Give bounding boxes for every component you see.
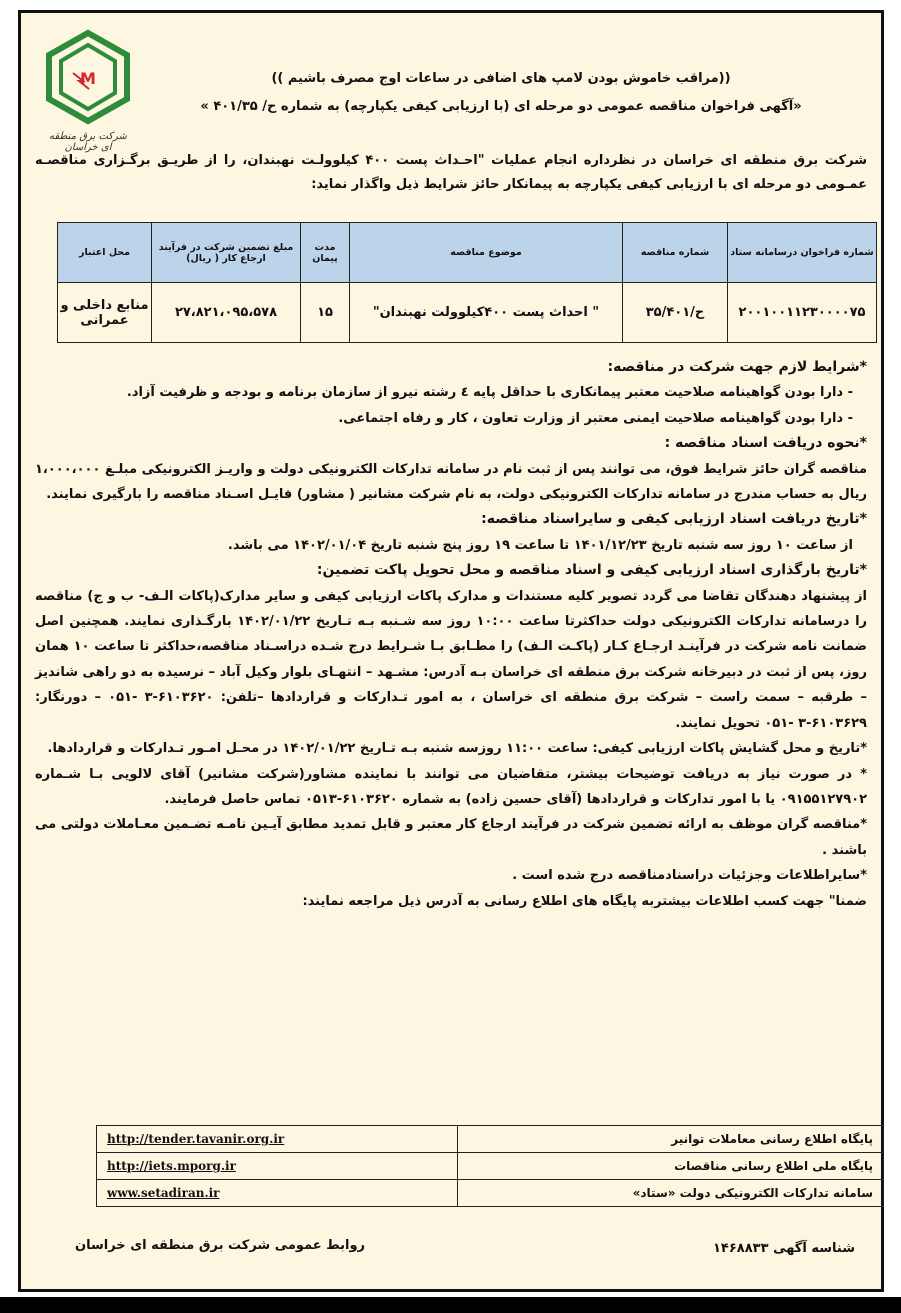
table-header-row bbox=[58, 223, 877, 283]
public-relations-signature: روابط عمومی شرکت برق منطقه ای خراسان bbox=[75, 1238, 366, 1253]
upload-text: از پیشنهاد دهندگان تقاضا می گردد تصویر کلیه مستندات و مدارک پاکات ارزیابی کیفی و سایر مدارک(پاکات الـف- ب و ج) مناقصه را درسامانه تدارکات الکترونیکی دولت حداکثرتا ساعت ۱۰:۰۰ روز سه شـنبه بـه تـاریخ ۱۴۰۲/۰۱/۲۲ بارگـذاری نمایند. همچنین اصل ضمانت نامه شرکت در فرآینـد ارجـاع کـار (پاکـت الـف) را مطـابق بـا شـرایط درج شـده دراسـناد مناقصه،حداکثر تا ساعت ۱۰ همان روز، پس از ثبت در دبیرخانه شرکت برق منطقه ای خراسان بـه آدرس: مشـهد – انتهـای بلوار وکیل آباد – نرسیده به دو راهی شاندیز – طرقبه – سمت راست – شرکت برق منطقه ای خراسان ، به امور تـدارکات و قراردادها –تلفن: ۶۱۰۳۶۲۰-۳ -۰۵۱ – دورنگار: ۶۱۰۳۶۲۹-۳ -۰۵۱ تحویل نمایند. bbox=[35, 588, 868, 731]
th-subject: موضوع مناقصه bbox=[350, 223, 623, 283]
bottom-divider bbox=[0, 1297, 901, 1313]
tavanir-link[interactable]: http://tender.tavanir.org.ir bbox=[97, 1126, 458, 1153]
intro-paragraph: شرکت برق منطقه ای خراسان در نظرداره انجام عملیات "احـداث پست ۴۰۰ کیلوولـت نهبندان، را از طریـق برگـزاری مناقصـه عمـومی دو مرحله ای با ارزیابی کیفی یکپارچه به پیمانکار حائز شرایط ذیل واگذار نماید: bbox=[35, 153, 867, 192]
cell-duration: ۱۵ bbox=[301, 283, 350, 343]
cell-budget-source: منابع داخلی و عمرانی bbox=[58, 283, 152, 343]
setad-link[interactable]: www.setadiran.ir bbox=[97, 1180, 458, 1207]
links-table bbox=[96, 1125, 884, 1207]
iets-link[interactable]: http://iets.mporg.ir bbox=[97, 1153, 458, 1180]
header-line-1: ((مراقب خاموش بودن لامپ های اضافی در ساعات اوج مصرف باشیم )) bbox=[271, 71, 731, 86]
cell-subject: " احداث پست ۴۰۰کیلوولت نهبندان" bbox=[350, 283, 623, 343]
tender-table bbox=[57, 222, 877, 343]
opening-text: *تاریخ و محل گشایش پاکات ارزیابی کیفی: ساعت ۱۱:۰۰ روزسه شنبه بـه تـاریخ ۱۴۰۲/۰۱/۲۲ در محـل امـور تـدارکات و قراردادها. bbox=[47, 741, 867, 757]
upload-heading: *تاریخ بارگذاری اسناد ارزیابی کیفی و اسناد مناقصه و محل تحویل پاکت تضمین: bbox=[316, 562, 867, 579]
table-row bbox=[97, 1153, 884, 1180]
link-label: پایگاه اطلاع رسانی معاملات توانیر bbox=[458, 1126, 884, 1153]
cell-guarantee: ۲۷،۸۲۱،۰۹۵،۵۷۸ bbox=[152, 283, 301, 343]
guarantee-text: *مناقصه گران موظف به ارائه تضمین شرکت در فرآیند ارجاع کار معتبر و قابل تمدید مطابق آیـین نامـه تضـمین معـاملات دولتی می باشند . bbox=[35, 817, 867, 858]
ad-identifier: شناسه آگهی ۱۴۶۸۸۳۳ bbox=[713, 1241, 855, 1256]
contact-text: * در صورت نیاز به دریافت توضیحات بیشتر، متقاضیان می توانند با نماینده مشاور(شرکت مشانیر) آقای لالویی بـا شـماره ۰۹۱۵۵۱۲۷۹۰۲ یا با امور تدارکات و قراردادها (آقای حسین زاده) به شماره ۶۱۰۳۶۲۰-۰۵۱۳ تماس حاصل فرمایند. bbox=[35, 766, 867, 807]
svg-text:M: M bbox=[80, 69, 96, 88]
th-budget-source: محل اعتبار bbox=[58, 223, 152, 283]
announcement-page bbox=[18, 10, 884, 1292]
conditions-heading: *شرایط لازم جهت شرکت در مناقصه: bbox=[607, 359, 867, 375]
cell-call-number: ۲۰۰۱۰۰۱۱۲۳۰۰۰۰۷۵ bbox=[728, 283, 877, 343]
link-label: سامانه تدارکات الکترونیکی دولت «ستاد» bbox=[458, 1180, 884, 1207]
th-duration: مدت پیمان bbox=[301, 223, 350, 283]
link-label: پایگاه ملی اطلاع رسانی مناقصات bbox=[458, 1153, 884, 1180]
doc-dates-heading: *تاریخ دریافت اسناد ارزیابی کیفی و سایراسناد مناقصه: bbox=[481, 511, 867, 528]
condition-item: - دارا بودن گواهینامه صلاحیت ایمنی معتبر از وزارت تعاون ، کار و رفاه اجتماعی. bbox=[338, 410, 853, 426]
th-guarantee: مبلغ تضمین شرکت در فرآیند ارجاع کار ( ریال) bbox=[152, 223, 301, 283]
announcement-body bbox=[35, 355, 867, 914]
condition-item: - دارا بودن گواهینامه صلاحیت معتبر پیمانکاری با حداقل پایه ٤ رشته نیرو از سازمان برنامه و بودجه و ظرفیت آزاد. bbox=[126, 385, 853, 401]
table-row bbox=[97, 1126, 884, 1153]
th-tender-number: شماره مناقصه bbox=[623, 223, 728, 283]
receive-docs-heading: *نحوه دریافت اسناد مناقصه : bbox=[664, 435, 867, 452]
header-line-2: «آگهی فراخوان مناقصه عمومی دو مرحله ای (با ارزیابی کیفی یکپارچه) به شماره ح/ ۴۰۱/۳۵ » bbox=[200, 99, 802, 114]
other-info-text: *سایراطلاعات وجزئیات دراسنادمناقصه درج شده است . bbox=[512, 868, 867, 884]
cell-tender-number: ح/۳۵/۴۰۱ bbox=[623, 283, 728, 343]
table-row bbox=[58, 283, 877, 343]
company-logo bbox=[43, 29, 133, 153]
logo-emblem-icon bbox=[43, 29, 133, 129]
table-row bbox=[97, 1180, 884, 1207]
doc-dates-text: از ساعت ۱۰ روز سه شنبه تاریخ ۱۴۰۱/۱۲/۲۳ تا ساعت ۱۹ روز پنج شنبه تاریخ ۱۴۰۲/۰۱/۰۴ می باشد. bbox=[227, 537, 853, 553]
receive-docs-text: مناقصه گران حائز شرایط فوق، می توانند پس از ثبت نام در سامانه تدارکات الکترونیکی دولت و واریـز الکترونیکی مبلـغ ۱،۰۰۰،۰۰۰ ریال به حساب مندرج در سامانه تدارکات الکترونیکی دولت، به نام شرکت مشانیر ( مشاور) فایـل اسـناد مناقصه را بارگیری نمایند. bbox=[35, 461, 867, 503]
logo-caption: شرکت برق منطقه ای خراسان bbox=[49, 131, 127, 153]
more-info-text: ضمنا" جهت کسب اطلاعات بیشتربه پایگاه های اطلاع رسانی به آدرس ذیل مراجعه نمایند: bbox=[302, 893, 867, 909]
th-call-number: شماره فراخوان درسامانه ستاد bbox=[728, 223, 877, 283]
